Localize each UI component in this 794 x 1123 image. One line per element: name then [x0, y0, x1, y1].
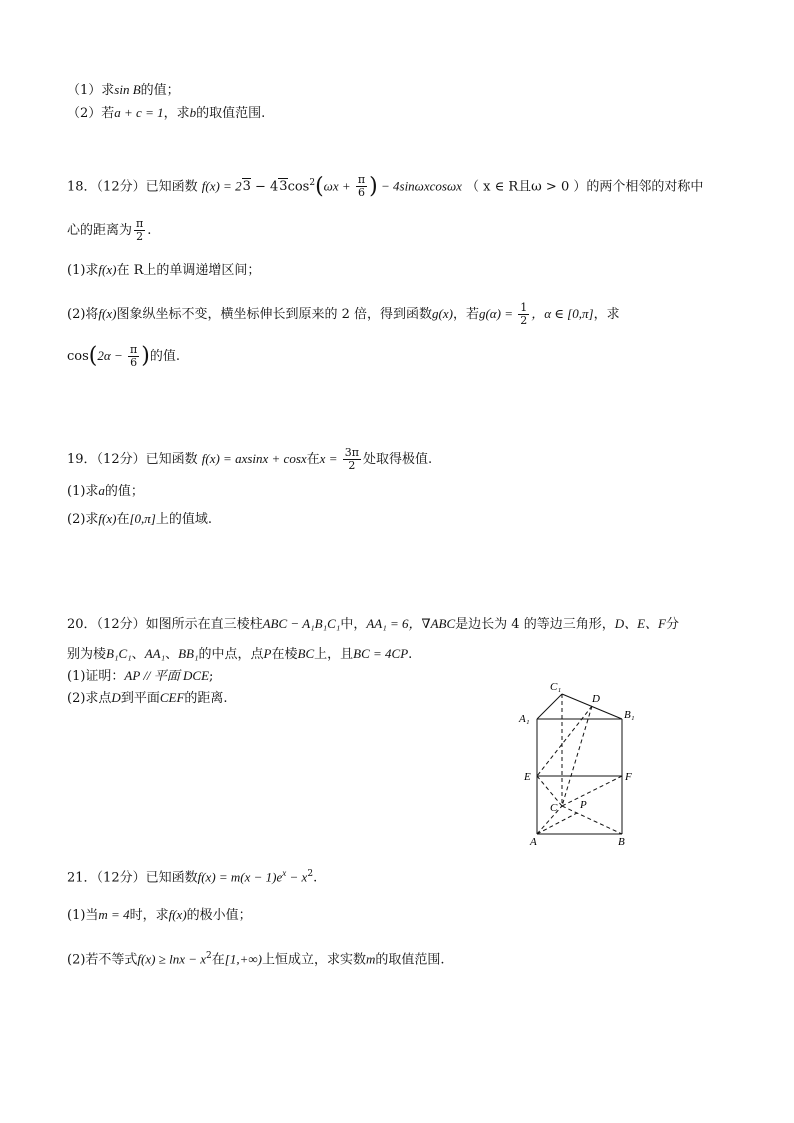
q18-minus: − 4 — [250, 179, 279, 195]
q18-pi-over-6-b — [128, 344, 139, 369]
label-f: F — [625, 771, 632, 783]
q18-cos2: cos — [67, 349, 89, 364]
q19-fx: f(x) = axsinx + cosx — [201, 451, 307, 466]
q18-sub1-f: f(x) — [98, 262, 117, 277]
q20-sub2-lead: (2)求点 — [67, 691, 112, 706]
q19-sub1 — [67, 482, 144, 501]
q18-line5-six: 6 — [130, 356, 138, 369]
q20-sub1-tail: ; — [209, 669, 214, 684]
q18-score: （12分） — [96, 179, 146, 195]
q20-line2c: 在棱 — [271, 647, 298, 662]
q21-sub2-tail: 上恒成立，求实数 — [261, 952, 366, 968]
q20-def: D、E、F — [614, 616, 666, 631]
edge-c-b — [562, 806, 622, 834]
q21-sub1-m: m = 4 — [98, 907, 130, 922]
q20-sub2-tail: 的距离. — [184, 691, 228, 706]
label-c1: C₁ — [550, 681, 562, 693]
q21-fx: f(x) = m(x − 1)e — [197, 869, 283, 885]
q20-bc4cp: BC = 4CP — [353, 646, 409, 661]
q20-stem — [67, 615, 679, 634]
q21-sub1-lead: (1)当 — [67, 908, 99, 923]
q18-sub2-mid: 图象纵坐标不变，横坐标伸长到原来的 2 倍，得到函数 — [116, 307, 433, 322]
q18-sub2-range: ，α ∈ [0,π] — [531, 306, 594, 321]
q20-mid: 中， — [340, 617, 367, 632]
q21-sub2-mid: 在 — [211, 952, 225, 968]
q19-tail: 处取得极值. — [362, 452, 433, 467]
q17-part1 — [67, 81, 180, 100]
q18-cos-arg: 2α − — [97, 348, 126, 363]
q19-lead: 已知函数 — [145, 452, 198, 467]
q19-stem — [67, 447, 432, 472]
q19-sub1-lead: (1)求 — [67, 484, 99, 499]
q21-sub2-ineq: f(x) ≥ lnx − x — [137, 951, 207, 967]
q18-omega-x: ωx + — [323, 178, 354, 194]
q18-cos: cos — [287, 179, 310, 195]
q18-half-den: 2 — [520, 314, 528, 327]
q20-sub1-expr: AP // 平面 DCE — [124, 668, 210, 683]
label-c: C — [550, 802, 558, 814]
q20-p: P — [263, 646, 272, 661]
q21-sub1 — [67, 906, 252, 925]
q20-sep1: 、 — [131, 647, 145, 662]
q20-tri-tail: 是边长为 4 的等边三角形， — [455, 617, 615, 632]
q18-line5-pi: π — [129, 343, 138, 356]
q18-line2-two: 2 — [136, 230, 144, 243]
q21-sub1-f: f(x) — [168, 907, 187, 922]
label-b: B — [618, 836, 625, 846]
q20-sub2 — [67, 689, 228, 708]
q20-bb1: BB₁ — [178, 646, 199, 661]
label-a: A — [530, 836, 537, 846]
q18-pi-over-6 — [356, 174, 367, 199]
q19-sub1-a: a — [98, 483, 105, 498]
q19-x-eq: x = — [319, 451, 341, 466]
q19-number: 19． — [67, 452, 97, 467]
q20-number: 20． — [67, 617, 97, 632]
q18-pi-over-2 — [134, 218, 145, 243]
q18-sub2-lead: (2)将 — [67, 307, 99, 322]
q18-stem: 18．（12分）已知函数 $f(x) = 23 - 43\cos^2(\omega x$ + $\frac{\pi}{6}$ ) − 4sinωxcosωx （ x ∈ R且ω > 0 ）的两个相邻的对称中 — [67, 173, 704, 200]
q21-sub2-end: 的取值范围. — [375, 952, 445, 968]
q18-condition: （ x ∈ R且ω > 0 ） — [466, 179, 587, 195]
q18-sub1 — [67, 261, 260, 280]
q19-sub2 — [67, 510, 212, 529]
q21-sub2-m: m — [365, 951, 376, 967]
q19-3pi: 3π — [344, 446, 359, 459]
q18-tail: 的两个相邻的对称中 — [586, 179, 704, 195]
q18-sqrt3-a: 3 — [242, 179, 251, 195]
q18-line2-text: 心的距离为 — [67, 223, 133, 238]
q17-part2-mid: ，求 — [163, 106, 190, 121]
q19-at: 在 — [306, 452, 320, 467]
q18-line2-dot: . — [147, 223, 152, 238]
q21-sub2-lead: (2)若不等式 — [67, 952, 138, 968]
q21-sub1-mid: 时，求 — [129, 908, 169, 923]
seg-f-c — [562, 776, 622, 806]
q20-line2a: 别为棱 — [67, 647, 107, 662]
q19-sub2-lead: (2)求 — [67, 512, 99, 527]
q20-sub2-cef: CEF — [159, 690, 185, 705]
q20-sub1 — [67, 667, 213, 686]
q20-aa1b: AA₁ — [144, 646, 166, 661]
q18-line5-tail: 的值. — [149, 349, 180, 364]
q18-sqrt3-b: 3 — [279, 179, 288, 195]
q18-sub2-g-alpha: g(α) = — [478, 306, 517, 321]
label-d: D — [592, 693, 600, 705]
seg-d-e — [537, 706, 592, 776]
q21-sub2-sup: 2 — [206, 951, 212, 961]
q18-fx: f(x) = 2 — [201, 178, 242, 194]
q19-sub2-mid: 在 — [116, 512, 130, 527]
q19-3pi-over-2 — [343, 447, 361, 472]
q20-b1c1: B₁C₁ — [106, 646, 132, 661]
q17-part1-tail: 的值； — [140, 83, 180, 98]
q18-square: 2 — [309, 178, 316, 188]
q21-x2-sup: 2 — [307, 869, 314, 879]
q21-minus-x: − x — [286, 869, 308, 885]
q18-sub2-g: g(x) — [432, 306, 453, 321]
q20-score: （12分） — [96, 617, 146, 632]
q17-part2-var: b — [189, 105, 197, 120]
q18-sub2 — [67, 302, 620, 327]
q20-lead: 如图所示在直三棱柱 — [145, 617, 263, 632]
label-a1: A₁ — [519, 713, 530, 725]
q18-line2-pi: π — [136, 217, 144, 230]
q21-lead: 已知函数 — [145, 870, 198, 886]
q21-dot: . — [313, 870, 318, 886]
q20-sub2-mid: 到平面 — [120, 691, 160, 706]
edge-a1-c1 — [537, 694, 562, 719]
q18-sub2-line2: cos(2α − $\frac{\pi}{6}$ )的值. — [67, 343, 180, 369]
q18-six: 6 — [358, 186, 366, 200]
q18-stem-2 — [67, 218, 151, 243]
label-b1: B₁ — [624, 709, 635, 721]
q20-sub2-d: D — [111, 690, 121, 705]
label-e: E — [524, 771, 531, 783]
q18-sub2-qiu: ，求 — [593, 307, 620, 322]
q21-stem — [67, 864, 317, 887]
q20-prism: ABC − A₁B₁C₁ — [262, 616, 341, 631]
q20-line2e: . — [408, 647, 413, 662]
q20-stem-2 — [67, 645, 412, 664]
q21-ex-sup: x — [282, 868, 287, 878]
q21-sub2 — [67, 947, 445, 969]
q20-fen: 分 — [665, 617, 679, 632]
q19-sub2-f: f(x) — [98, 511, 117, 526]
q17-part2-tail: 的取值范围. — [196, 106, 266, 121]
q18-number: 18． — [67, 179, 97, 195]
q19-sub2-tail: 上的值域. — [155, 512, 213, 527]
q21-number: 21． — [67, 870, 97, 886]
prism-figure — [510, 676, 650, 846]
q18-sub1-tail: 在 R上的单调递增区间； — [116, 263, 261, 278]
q17-part1-expr: sin B — [114, 82, 141, 97]
q20-bc: BC — [297, 646, 315, 661]
q20-triangle: ，∇ABC — [408, 616, 456, 631]
q20-line2b: 的中点，点 — [198, 647, 264, 662]
q21-score: （12分） — [96, 870, 146, 886]
q19-two: 2 — [348, 459, 356, 472]
q17-part2 — [67, 104, 265, 123]
q18-lead: 已知函数 — [145, 179, 198, 195]
q18-sub1-lead: (1)求 — [67, 263, 99, 278]
q21-sub1-tail: 的极小值； — [186, 908, 252, 923]
q18-rest: − 4sinωxcosωx — [377, 178, 462, 194]
q21-sub2-interval: [1,+∞) — [224, 951, 262, 967]
q17-part1-lead: （1）求 — [67, 83, 115, 98]
q19-sub2-interval: [0,π] — [129, 511, 156, 526]
q20-sub1-lead: (1)证明： — [67, 669, 125, 684]
q20-sep2: 、 — [165, 647, 179, 662]
q20-aa1: AA₁ = 6 — [366, 616, 409, 631]
label-p: P — [580, 799, 587, 811]
q17-part2-expr: a + c = 1 — [114, 105, 164, 120]
q18-half-num: 1 — [520, 301, 528, 314]
q18-pi: π — [357, 173, 366, 187]
seg-d-c — [562, 706, 592, 806]
q18-sub2-f: f(x) — [98, 306, 117, 321]
q17-part2-lead: （2）若 — [67, 106, 115, 121]
q19-sub1-tail: 的值； — [104, 484, 144, 499]
q18-sub2-if: ，若 — [452, 307, 479, 322]
seg-a-p — [537, 813, 577, 834]
q18-half — [518, 302, 529, 327]
q19-score: （12分） — [96, 452, 146, 467]
q20-line2d: 上，且 — [314, 647, 354, 662]
